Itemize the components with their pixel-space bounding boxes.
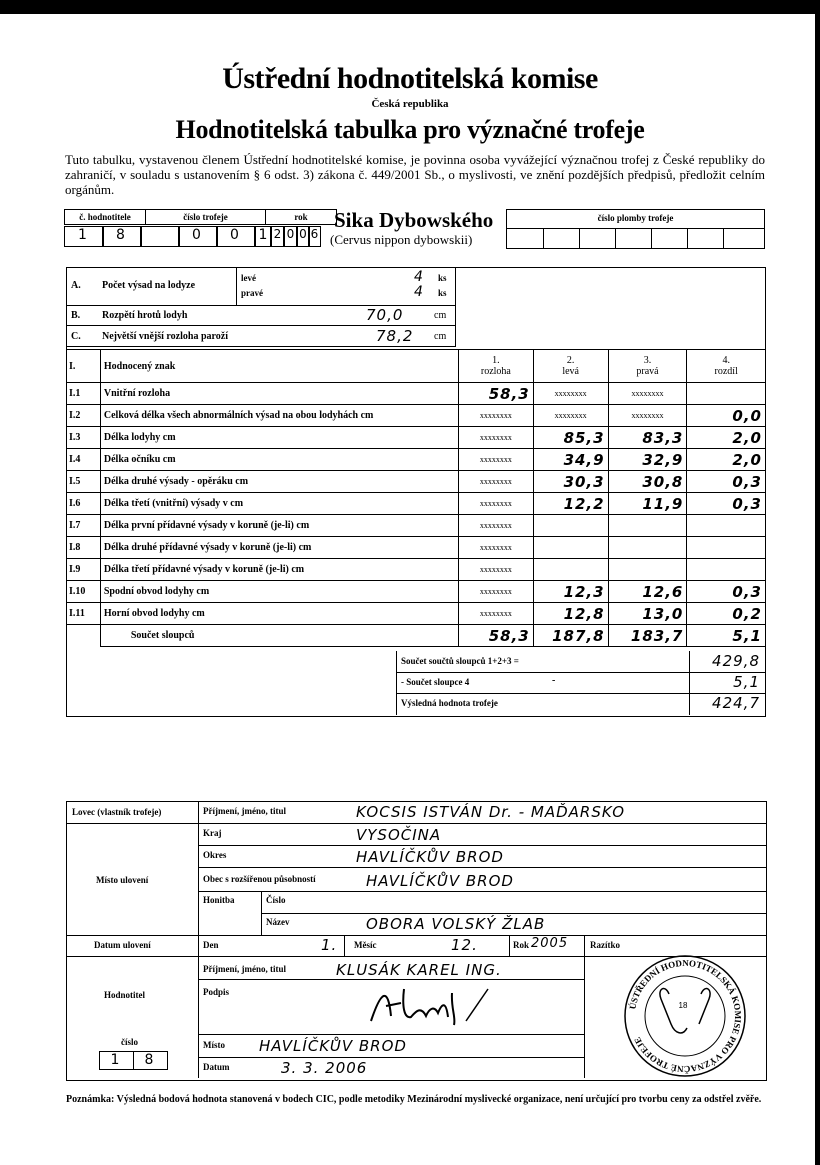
- sum-cell: 183,7: [608, 625, 687, 647]
- species-latin: (Cervus nippon dybowskii): [330, 232, 473, 247]
- signature-image: [366, 981, 496, 1029]
- table-row: [66, 449, 765, 471]
- col-num: 4.: [722, 355, 730, 366]
- evaluator-number-label: číslo: [121, 1037, 138, 1047]
- unit-ks: ks: [438, 288, 447, 298]
- col-label: pravá: [636, 366, 659, 377]
- left-label: levé: [241, 273, 256, 283]
- place-label: Místo ulovení: [96, 875, 149, 885]
- row-label: Horní obvod lodyhy cm: [100, 603, 458, 625]
- row-label: Celková délka všech abnormálních výsad na obou lodyhách cm: [100, 405, 458, 427]
- hunting-ground-label: Honitba: [203, 895, 235, 905]
- name-label: Příjmení, jméno, titul: [203, 806, 286, 816]
- value-cell: xxxxxxxx: [459, 515, 534, 537]
- row-code: I.8: [66, 537, 100, 559]
- eval-date-value: 3. 3. 2006: [281, 1059, 368, 1077]
- value-cell: 11,9: [608, 493, 687, 515]
- col-header: [533, 350, 608, 383]
- span-value: 70,0: [366, 306, 404, 324]
- value-cell: 85,3: [533, 427, 608, 449]
- row-label: Délka druhé přídavné výsady v koruně (je-li) cm: [100, 537, 458, 559]
- scan-top-border: [0, 0, 820, 14]
- form-title: Hodnotitelská tabulka pro význačné trofeje: [175, 115, 645, 144]
- header-code: I.: [66, 350, 100, 383]
- value-cell: [687, 515, 765, 537]
- region-label: Kraj: [203, 828, 222, 838]
- value-cell: [687, 383, 765, 405]
- month-value: 12.: [451, 936, 478, 954]
- ground-title-label: Název: [266, 917, 290, 927]
- row-code: I.4: [66, 449, 100, 471]
- value-cell: 34,9: [533, 449, 608, 471]
- evaluator-digit: 8: [102, 226, 142, 247]
- minus4-dash: -: [552, 675, 556, 686]
- row-line: [261, 913, 766, 914]
- value-cell: xxxxxxxx: [533, 383, 608, 405]
- stamp-label: Razítko: [590, 940, 620, 950]
- result-label: Výsledná hodnota trofeje: [401, 698, 498, 708]
- right-count: 4: [414, 284, 424, 300]
- value-cell: 0,2: [687, 603, 765, 625]
- trophy-digit: 0: [178, 226, 218, 247]
- row-label: Délka první přídavné výsady v koruně (je-li) cm: [100, 515, 458, 537]
- table-row: [66, 515, 765, 537]
- row-c-label: Největší vnější rozloha paroží: [102, 331, 229, 342]
- region-value: VYSOČINA: [356, 826, 442, 844]
- row-code: I.1: [66, 383, 100, 405]
- table-row: [66, 471, 765, 493]
- row-code: I.2: [66, 405, 100, 427]
- value-cell: 12,6: [608, 581, 687, 603]
- table-row: [66, 581, 765, 603]
- row-line: [199, 845, 766, 846]
- seal-number-label: číslo plomby trofeje: [507, 210, 764, 229]
- left-count: 4: [414, 269, 424, 285]
- value-cell: 12,3: [533, 581, 608, 603]
- date-divider: [344, 935, 345, 956]
- trophy-digit: [140, 226, 180, 247]
- table-row: [66, 559, 765, 581]
- evaluator-label: Hodnotitel: [104, 990, 146, 1000]
- table-row: [66, 405, 765, 427]
- stamp-number: 18: [678, 1001, 688, 1010]
- date-divider: [509, 935, 510, 956]
- hunter-section: [66, 801, 766, 1081]
- value-cell: [608, 515, 687, 537]
- value-cell: 13,0: [608, 603, 687, 625]
- document-title: Ústřední hodnotitelská komise: [222, 62, 598, 95]
- day-value: 1.: [321, 936, 338, 954]
- seal-cell-divider: [579, 228, 580, 248]
- value-cell: xxxxxxxx: [459, 449, 534, 471]
- row-label: Délka očníku cm: [100, 449, 458, 471]
- trophy-digit: 0: [216, 226, 256, 247]
- seal-cell-divider: [651, 228, 652, 248]
- table-row: [66, 603, 765, 625]
- sum123-value: 429,8: [712, 652, 760, 670]
- col-header: [459, 350, 534, 383]
- eval-place-value: HAVLÍČKŮV BROD: [259, 1037, 407, 1055]
- totals-block: [396, 651, 765, 715]
- col-num: 2.: [566, 355, 575, 366]
- table-row: [66, 493, 765, 515]
- table-row: [66, 383, 765, 405]
- totals-divider: [689, 651, 690, 715]
- value-cell: [608, 559, 687, 581]
- year-value: 2005: [531, 936, 569, 951]
- value-cell: 0,3: [687, 581, 765, 603]
- row-label: Délka třetí přídavné výsady v koruně (je-li) cm: [100, 559, 458, 581]
- value-cell: 0,0: [687, 405, 765, 427]
- year-digit: 0: [296, 226, 310, 247]
- seal-number-box: [506, 209, 765, 249]
- value-cell: [687, 537, 765, 559]
- evaluator-name: KLUSÁK KAREL ING.: [336, 961, 502, 979]
- district-value: HAVLÍČKŮV BROD: [356, 848, 504, 866]
- eval-place-label: Místo: [203, 1040, 225, 1050]
- row-code: I.6: [66, 493, 100, 515]
- stamp-ring-text: ÚSTŘEDNÍ HODNOTITELSKÁ KOMISE PRO VÝZNAČNÉ TROFEJE: [627, 957, 744, 1075]
- hunting-divider: [261, 891, 262, 935]
- value-cell: xxxxxxxx: [459, 427, 534, 449]
- ground-number-label: Číslo: [266, 895, 286, 905]
- sum123-label: Součet součtů sloupců 1+2+3 =: [401, 656, 519, 666]
- owner-label: Lovec (vlastník trofeje): [72, 807, 162, 817]
- value-cell: xxxxxxxx: [459, 471, 534, 493]
- row-a-divider: [236, 267, 237, 305]
- sum-label: Součet sloupců: [100, 625, 458, 647]
- value-cell: xxxxxxxx: [608, 405, 687, 427]
- row-code: I.3: [66, 427, 100, 449]
- seal-cell-divider: [543, 228, 544, 248]
- value-cell: [608, 537, 687, 559]
- col-num: 3.: [643, 355, 652, 366]
- value-cell: 30,8: [608, 471, 687, 493]
- trophy-no-label: číslo trofeje: [146, 210, 266, 225]
- year-digit: 1: [254, 226, 272, 247]
- month-label: Měsíc: [354, 940, 377, 950]
- row-line: [199, 979, 584, 980]
- table-row: [66, 537, 765, 559]
- section-a: [66, 267, 456, 349]
- official-stamp: [613, 954, 757, 1078]
- minus4-value: 5,1: [733, 673, 760, 691]
- row-label: Délka druhé výsady - opěráku cm: [100, 471, 458, 493]
- year-digit: 0: [283, 226, 298, 247]
- row-label: Spodní obvod lodyhy cm: [100, 581, 458, 603]
- id-table: [64, 209, 337, 225]
- value-cell: 2,0: [687, 427, 765, 449]
- value-cell: 12,8: [533, 603, 608, 625]
- value-cell: 32,9: [608, 449, 687, 471]
- row-line: [199, 891, 766, 892]
- value-cell: xxxxxxxx: [459, 581, 534, 603]
- unit-ks: ks: [438, 273, 447, 283]
- measurement-table: [66, 349, 765, 647]
- row-code: I.9: [66, 559, 100, 581]
- year-digit: 6: [308, 226, 321, 247]
- row-code: I.10: [66, 581, 100, 603]
- value-cell: [533, 537, 608, 559]
- municipality-value: HAVLÍČKŮV BROD: [366, 872, 514, 890]
- evaluator-number-digit: 8: [133, 1051, 168, 1070]
- row-a-code: A.: [71, 280, 81, 291]
- value-cell: 30,3: [533, 471, 608, 493]
- ground-title-value: OBORA VOLSKÝ ŽLAB: [366, 915, 546, 933]
- left-col-divider: [198, 801, 199, 1078]
- col-header: [687, 350, 765, 383]
- col-num: 1.: [492, 355, 500, 366]
- value-cell: [687, 559, 765, 581]
- row-line: [199, 867, 766, 868]
- sum-cell: 5,1: [687, 625, 765, 647]
- row-code: I.5: [66, 471, 100, 493]
- right-label: pravé: [241, 288, 263, 298]
- row-line: [66, 935, 766, 936]
- seal-cell-divider: [687, 228, 688, 248]
- value-cell: [533, 559, 608, 581]
- result-value: 424,7: [712, 694, 760, 712]
- date-label: Datum ulovení: [94, 940, 151, 950]
- value-cell: 2,0: [687, 449, 765, 471]
- value-cell: xxxxxxxx: [533, 405, 608, 427]
- row-line: [199, 1057, 584, 1058]
- id-digits-row: [64, 226, 320, 247]
- municipality-label: Obec s rozšířenou působností: [203, 874, 316, 884]
- row-line: [199, 1034, 584, 1035]
- header-label: Hodnocený znak: [100, 350, 458, 383]
- day-label: Den: [203, 940, 219, 950]
- value-cell: xxxxxxxx: [459, 559, 534, 581]
- col-label: levá: [562, 366, 579, 377]
- year-digit: 2: [270, 226, 285, 247]
- row-line: [66, 823, 766, 824]
- table-row: [66, 427, 765, 449]
- intro-paragraph: Tuto tabulku, vystavenou členem Ústřední hodnotitelské komise, je povinna osoba vyvážející význačnou trofej z České republiky do zahraničí, v souladu s ustanovením § 6 odst. 3) zákona č. 449/2001 Sb., o myslivosti, ve znění pozdějších předpisů, předložit celním orgánům.: [65, 152, 765, 197]
- row-c-code: C.: [71, 331, 81, 342]
- hunter-name: KOCSIS ISTVÁN Dr. - MAĎARSKO: [356, 803, 626, 821]
- eval-date-label: Datum: [203, 1062, 230, 1072]
- sum-cell: 58,3: [459, 625, 534, 647]
- row-code: I.11: [66, 603, 100, 625]
- value-cell: xxxxxxxx: [608, 383, 687, 405]
- evaluator-no-label: č. hodnotitele: [65, 210, 146, 225]
- col-label: rozloha: [480, 366, 511, 377]
- stamp-divider: [584, 935, 585, 1078]
- footnote: Poznámka: Výsledná bodová hodnota stanovená v bodech CIC, podle metodiky Mezinárodní myslivecké organizace, není určující pro tvorbu ceny za odstřel zvěře.: [66, 1094, 762, 1105]
- year-label: Rok: [513, 940, 530, 950]
- col-header: [608, 350, 687, 383]
- row-label: Vnitřní rozloha: [100, 383, 458, 405]
- country-label: Česká republika: [371, 98, 449, 110]
- value-cell: 83,3: [608, 427, 687, 449]
- value-cell: 0,3: [687, 493, 765, 515]
- evaluator-number-digit: 1: [99, 1051, 134, 1070]
- signature-label: Podpis: [203, 987, 230, 997]
- sum-cell: 187,8: [533, 625, 608, 647]
- seal-cell-divider: [615, 228, 616, 248]
- year-label: rok: [266, 210, 337, 225]
- value-cell: xxxxxxxx: [459, 537, 534, 559]
- sum-code: [66, 625, 100, 647]
- value-cell: 0,3: [687, 471, 765, 493]
- row-b-code: B.: [71, 310, 81, 321]
- row-code: I.7: [66, 515, 100, 537]
- district-label: Okres: [203, 850, 227, 860]
- evaluator-digit: 1: [64, 226, 104, 247]
- unit-cm: cm: [434, 331, 447, 342]
- value-cell: 58,3: [459, 383, 534, 405]
- scan-right-border: [815, 0, 820, 1165]
- row-b-label: Rozpětí hrotů lodyh: [102, 310, 188, 321]
- value-cell: xxxxxxxx: [459, 405, 534, 427]
- seal-cell-divider: [723, 228, 724, 248]
- row-label: Délka lodyhy cm: [100, 427, 458, 449]
- row-a-label: Počet výsad na lodyze: [102, 280, 196, 291]
- row-label: Délka třetí (vnitřní) výsady v cm: [100, 493, 458, 515]
- minus4-label: - Součet sloupce 4: [401, 677, 470, 687]
- value-cell: xxxxxxxx: [459, 493, 534, 515]
- measurement-rows: [66, 383, 765, 625]
- value-cell: xxxxxxxx: [459, 603, 534, 625]
- species-name: Sika Dybowského: [334, 208, 494, 232]
- unit-cm: cm: [434, 310, 447, 321]
- col-label: rozdíl: [714, 366, 738, 377]
- evaluator-name-label: Příjmení, jméno, titul: [203, 964, 286, 974]
- value-cell: 12,2: [533, 493, 608, 515]
- spread-value: 78,2: [376, 327, 414, 345]
- value-cell: [533, 515, 608, 537]
